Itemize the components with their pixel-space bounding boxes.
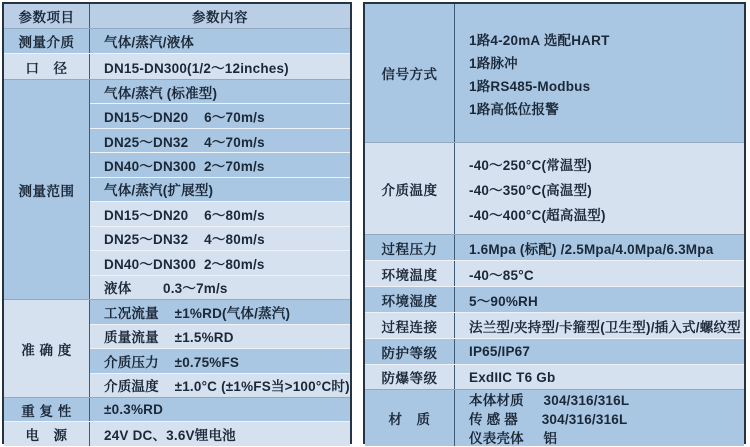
process-pressure-label: 过程压力 [365, 235, 455, 260]
section-material [365, 389, 744, 446]
repeatability-value: ±0.3%RD [90, 398, 350, 421]
row-ambient-temperature [365, 260, 744, 286]
row-diameter [4, 53, 350, 79]
measuring-medium-label: 测量介质 [4, 29, 90, 53]
left-spec-table [2, 2, 352, 444]
protection-grade-value: IP65/IP67 [469, 344, 531, 359]
range-line: DN40～DN300 2～80m/s [90, 250, 350, 274]
medium-temp-line: -40～400°C(超高温型) [469, 207, 606, 223]
range-line: 气体/蒸汽(扩展型) [90, 177, 350, 201]
row-measuring-medium [4, 28, 350, 53]
row-explosion-proof-grade [365, 364, 744, 389]
left-table-header-row [4, 4, 350, 28]
material-line: 仪表壳体 铝 [469, 431, 558, 446]
diameter-value: DN15-DN300(1/2～12inches) [90, 54, 350, 79]
material-label: 材 质 [365, 390, 455, 446]
right-spec-table [363, 2, 746, 444]
range-line: DN25～DN32 4～80m/s [90, 226, 350, 250]
process-connection-value: 法兰型/夹持型/卡箍型(卫生型)/插入式/螺纹型 [469, 319, 741, 335]
ambient-humidity-value: 5～90%RH [469, 293, 538, 309]
explosion-proof-grade-value: ExdIIC T6 Gb [469, 369, 556, 385]
accuracy-line: 介质压力 ±0.75%FS [90, 348, 350, 373]
signal-line: 1路4-20mA 选配HART [469, 32, 610, 48]
medium-temp-line: -40～350°C(高温型) [469, 182, 592, 198]
header-param-item: 参数项目 [4, 4, 90, 28]
accuracy-line: 介质温度 ±1.0°C (±1%FS当>100°C时) [90, 373, 350, 398]
medium-temp-line: -40～250°C(常温型) [469, 157, 592, 173]
power-label: 电 源 [4, 422, 90, 446]
range-line: DN25～DN32 4～70m/s [90, 128, 350, 152]
row-repeatability [4, 397, 350, 421]
section-measuring-range [4, 79, 350, 299]
ambient-humidity-label: 环境湿度 [365, 287, 455, 312]
section-accuracy [4, 299, 350, 397]
signal-line: 1路高低位报警 [469, 101, 559, 117]
row-ambient-humidity [365, 286, 744, 312]
ambient-temperature-label: 环境温度 [365, 261, 455, 286]
row-power [4, 421, 350, 446]
material-line: 传 感 器 304/316/316L [469, 412, 628, 427]
range-line: DN15～DN20 6～80m/s [90, 201, 350, 225]
protection-grade-label: 防护等级 [365, 339, 455, 364]
ambient-temperature-value: -40～85°C [469, 267, 534, 283]
accuracy-label: 准 确 度 [4, 300, 90, 397]
range-line: DN15～DN20 6～70m/s [90, 103, 350, 127]
process-pressure-value: 1.6Mpa (标配) /2.5Mpa/4.0Mpa/6.3Mpa [469, 241, 714, 257]
header-param-content: 参数内容 [192, 10, 248, 25]
signal-line: 1路RS485-Modbus [469, 78, 591, 94]
range-line: 液体 0.3～7m/s [90, 275, 350, 299]
signal-line: 1路脉冲 [469, 55, 518, 71]
section-signal-mode [365, 4, 744, 142]
medium-temperature-label: 介质温度 [365, 143, 455, 234]
explosion-proof-grade-label: 防爆等级 [365, 365, 455, 389]
measuring-range-label: 测量范围 [4, 80, 90, 299]
material-line: 本体材质 304/316/316L [469, 393, 630, 408]
row-process-pressure [365, 234, 744, 260]
power-value: 24V DC、3.6V锂电池 [90, 422, 350, 446]
diameter-label: 口 径 [4, 54, 90, 79]
signal-mode-label: 信号方式 [365, 4, 455, 142]
range-line: 气体/蒸汽 (标准型) [90, 80, 350, 103]
process-connection-label: 过程连接 [365, 313, 455, 338]
accuracy-line: 工况流量 ±1%RD(气体/蒸汽) [90, 300, 350, 324]
accuracy-line: 质量流量 ±1.5%RD [90, 324, 350, 349]
row-process-connection [365, 312, 744, 338]
row-protection-grade [365, 338, 744, 364]
range-line: DN40～DN300 2～70m/s [90, 152, 350, 176]
measuring-medium-value: 气体/蒸汽/液体 [90, 29, 350, 53]
section-medium-temperature [365, 142, 744, 234]
repeatability-label: 重 复 性 [4, 398, 90, 421]
